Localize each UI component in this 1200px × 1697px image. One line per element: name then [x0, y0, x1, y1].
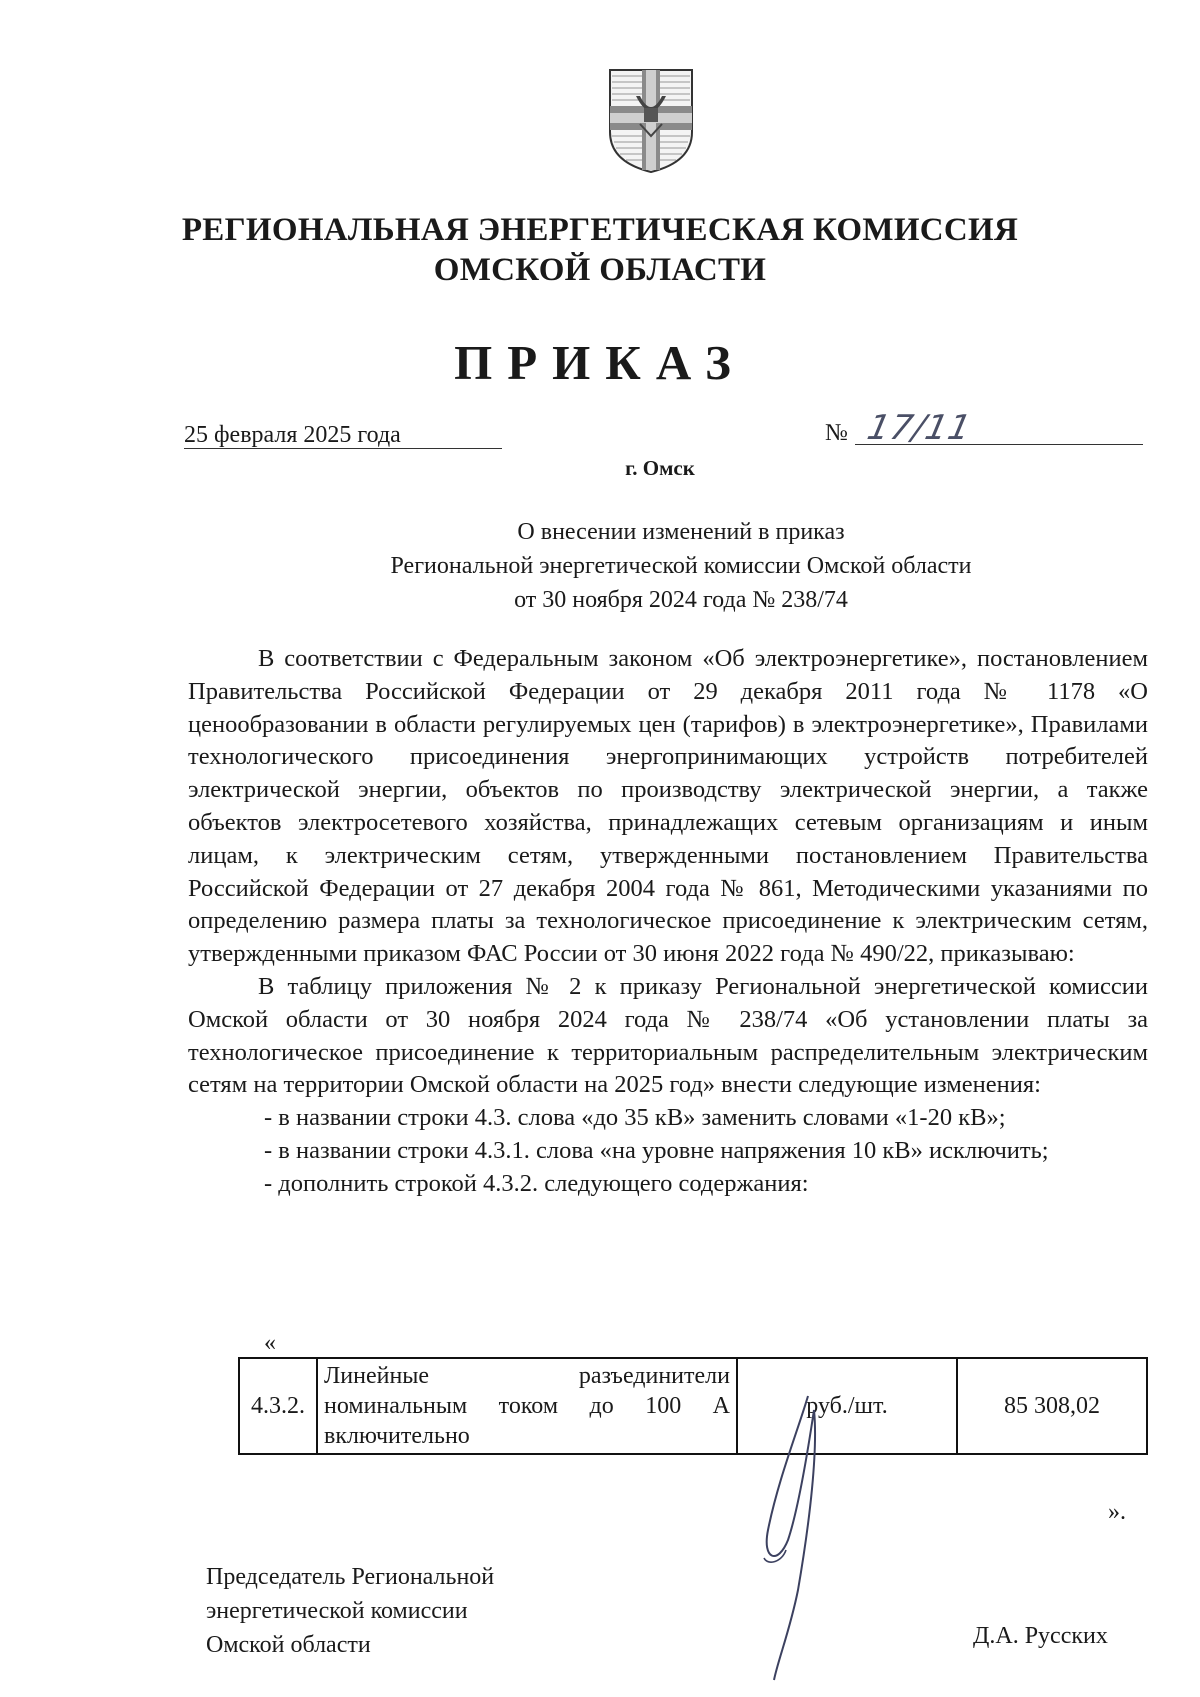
amendment-item-3: - дополнить строкой 4.3.2. следующего содержания:: [264, 1169, 809, 1197]
amendment-item-1: - в названии строки 4.3. слова «до 35 кВ» заменить словами «1-20 кВ»;: [264, 1104, 1006, 1132]
subject-line1: О внесении изменений в приказ: [517, 519, 845, 545]
order-number-label: №: [825, 420, 848, 446]
row-unit-cell: руб./шт.: [737, 1358, 957, 1454]
signatory-position: [206, 1560, 494, 1662]
legal-basis-paragraph: В соответствии с Федеральным законом «Об электроэнергетике», постановлением Правительства Российской Федерации от 29 декабря 2011 года № 1178 «О ценообразовании в области регулируемых цен (тарифов) в электроэнергетике», Правилами технологического присоединения энергопринимающих устройств потребителей электрической энергии, объектов по производству электрической энергии, а также объектов электросетевого хозяйства, принадлежащих сетевым организациям и иным лицам, к электрическим сетям, утвержденными постановлением Правительства Российской Федерации от 27 декабря 2004 года № 861, Методическими указаниями по определению размера платы за технологическое присоединение к электрическим сетям, утвержденными приказом ФАС России от 30 июня 2022 года № 490/22, приказываю:: [188, 645, 1148, 968]
row-value-cell: 85 308,02: [957, 1358, 1147, 1454]
handwritten-signature: [738, 1390, 878, 1690]
row-name-cell: Линейные разъединители номинальным током до 100 А включительно: [317, 1358, 737, 1454]
city: г. Омск: [625, 456, 695, 480]
opening-quote: «: [264, 1330, 276, 1356]
date-underline: [184, 448, 502, 449]
amendment-table: [238, 1357, 1148, 1455]
order-subject: [0, 515, 1200, 617]
signatory-name: Д.А. Русских: [973, 1623, 1108, 1649]
subject-line2: Региональной энергетической комиссии Омской области: [390, 553, 972, 579]
closing-quote: ».: [1108, 1499, 1126, 1525]
number-underline: [855, 444, 1143, 445]
position-line3: Омской области: [206, 1632, 371, 1658]
coat-of-arms-emblem: [606, 66, 696, 176]
signature-scribble-icon: [738, 1390, 878, 1690]
subject-line3: от 30 ноября 2024 года № 238/74: [514, 587, 848, 613]
order-body: [188, 643, 1148, 1201]
position-line1: Председатель Региональной: [206, 1564, 495, 1590]
order-number-handwritten: 17/11: [863, 408, 976, 448]
table-row: [239, 1358, 1147, 1454]
organization-name-line2: ОМСКОЙ ОБЛАСТИ: [433, 252, 767, 288]
position-line2: энергетической комиссии: [206, 1598, 468, 1624]
row-code-cell: 4.3.2.: [239, 1358, 317, 1454]
amendment-item-2: - в названии строки 4.3.1. слова «на уровне напряжения 10 кВ» исключить;: [264, 1136, 1049, 1164]
order-date: 25 февраля 2025 года: [184, 422, 401, 448]
document-type-title: ПРИКАЗ: [454, 335, 746, 390]
amendment-intro-paragraph: В таблицу приложения № 2 к приказу Региональной энергетической комиссии Омской области от 30 ноября 2024 года № 238/74 «Об установлении платы за технологическое присоединение к территориальным распределительным электрическим сетям на территории Омской области на 2025 год» внести следующие изменения:: [188, 972, 1148, 1099]
omsk-coat-of-arms-icon: [606, 66, 696, 176]
organization-name-line1: РЕГИОНАЛЬНАЯ ЭНЕРГЕТИЧЕСКАЯ КОМИССИЯ: [181, 212, 1019, 248]
